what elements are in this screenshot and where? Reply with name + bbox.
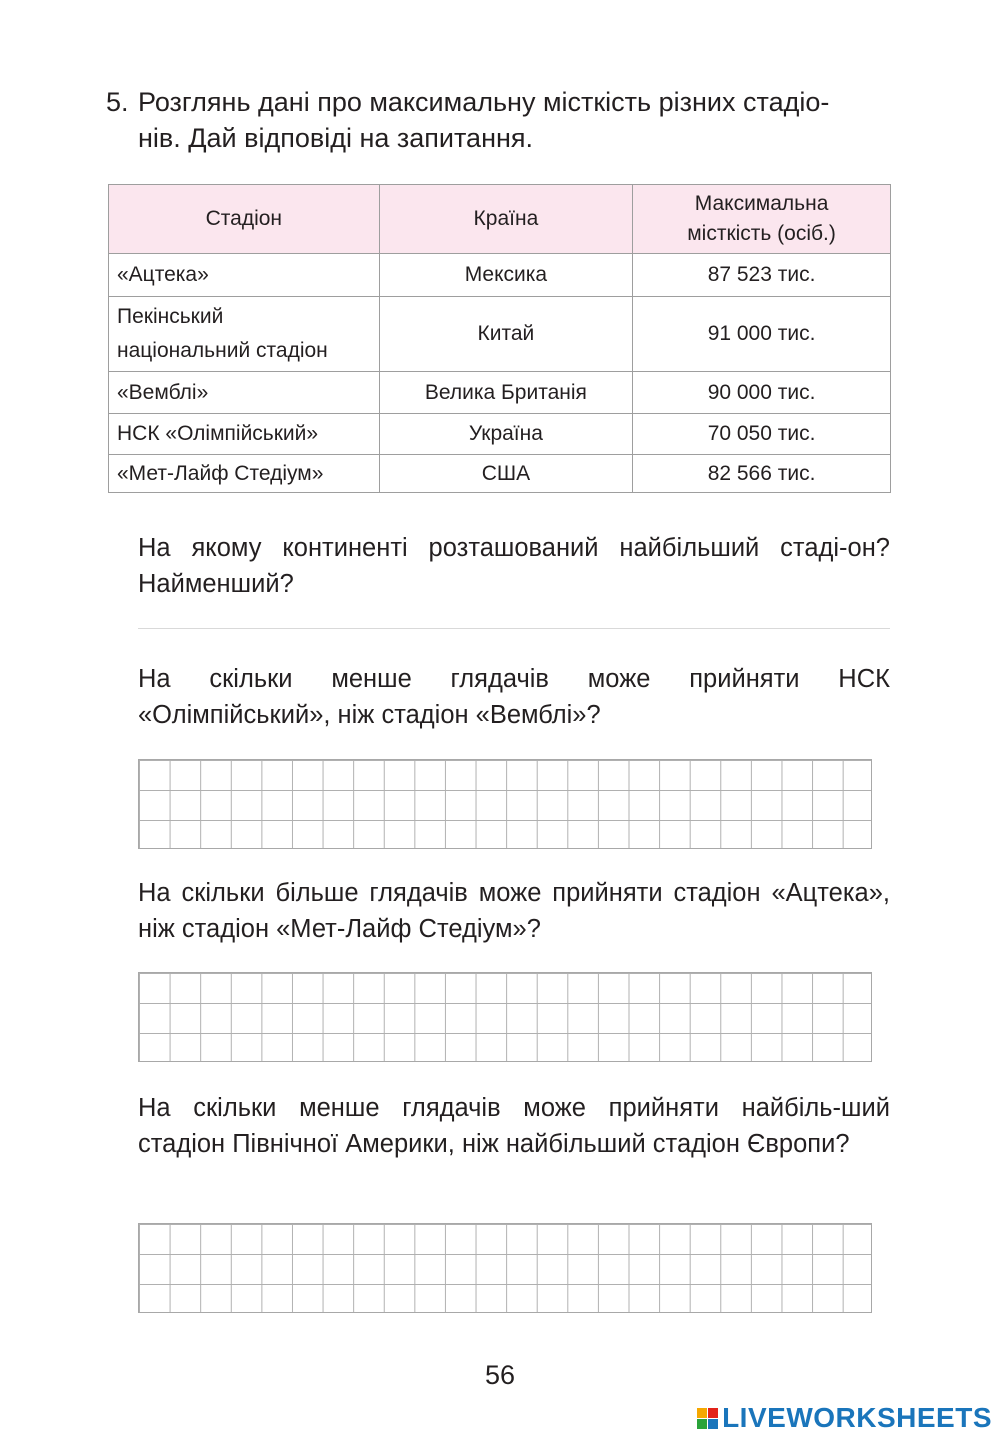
brand-squares-icon (697, 1408, 718, 1429)
country-cell: Китай (379, 297, 632, 372)
answer-grid-3[interactable] (138, 1223, 872, 1313)
stadium-cell: НСК «Олімпійський» (109, 414, 380, 455)
task-heading (106, 84, 896, 156)
table-row (109, 414, 891, 455)
answer-line[interactable] (138, 628, 890, 629)
table-row (109, 455, 891, 493)
task-text-line1: Розглянь дані про максимальну місткість різних стадіо- (138, 87, 830, 117)
country-cell: Україна (379, 414, 632, 455)
table-header-row (109, 185, 891, 254)
task-number: 5. (106, 87, 129, 117)
table-row (109, 372, 891, 414)
capacity-cell: 70 050 тис. (633, 414, 891, 455)
answer-grid-2[interactable] (138, 972, 872, 1062)
country-cell: Велика Британія (379, 372, 632, 414)
capacity-cell: 90 000 тис. (633, 372, 891, 414)
capacity-cell: 82 566 тис. (633, 455, 891, 493)
header-country: Країна (379, 185, 632, 254)
answer-grid-1[interactable] (138, 759, 872, 849)
stadium-cell: «Ацтека» (109, 254, 380, 297)
capacity-cell: 87 523 тис. (633, 254, 891, 297)
stadium-cell: «Мет-Лайф Стедіум» (109, 455, 380, 493)
header-capacity: Максимальна місткість (осіб.) (633, 185, 891, 254)
stadium-table (108, 184, 891, 493)
table-row (109, 254, 891, 297)
brand-name: LIVEWORKSHEETS (722, 1402, 992, 1433)
question-north-america-vs-europe: На скільки менше глядачів може прийняти найбіль-ший стадіон Північної Америки, ніж найбільший стадіон Європи? (138, 1094, 890, 1158)
header-stadium: Стадіон (109, 185, 380, 254)
question-azteca-vs-metlife: На скільки більше глядачів може прийняти стадіон «Ацтека», ніж стадіон «Мет-Лайф Стедіум»? (138, 879, 890, 943)
page-number: 56 (484, 1360, 516, 1390)
country-cell: США (379, 455, 632, 493)
stadium-cell: Пекінський національний стадіон (109, 297, 380, 372)
liveworksheets-logo (697, 1402, 992, 1434)
task-text-line2: нів. Дай відповіді на запитання. (138, 123, 534, 153)
question-olimpiyskyi-vs-wembley: На скільки менше глядачів може прийняти НСК «Олімпійський», ніж стадіон «Вемблі»? (138, 665, 890, 729)
capacity-cell: 91 000 тис. (633, 297, 891, 372)
table-row (109, 297, 891, 372)
country-cell: Мексика (379, 254, 632, 297)
stadium-cell: «Вемблі» (109, 372, 380, 414)
question-continent: На якому континенті розташований найбільший стаді-он? Найменший? (138, 534, 890, 598)
